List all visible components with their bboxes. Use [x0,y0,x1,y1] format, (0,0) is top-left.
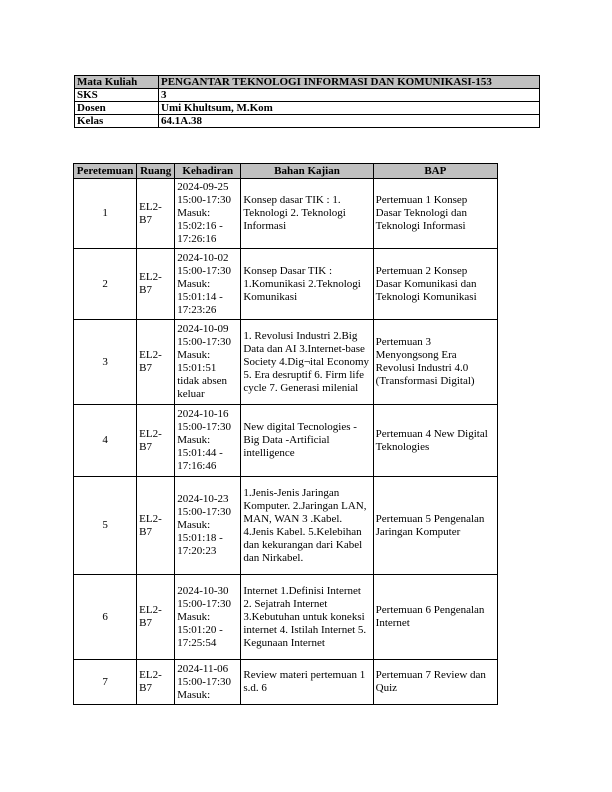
attendance-line: 2024-09-25 [177,181,229,193]
table-row [74,660,498,705]
bap: Pertemuan 6 Pengenalan Internet [373,575,497,660]
room: EL2-B7 [137,320,175,405]
meeting-number: 5 [74,477,137,575]
material: New digital Tecnologies - Big Data -Artificial intelligence [241,405,373,477]
attendance-line: 15:00-17:30 [177,264,231,277]
material: 1. Revolusi Industri 2.Big Data dan AI 3.Internet-base Society 4.Dig¬ital Economy 5. Era desruptif 6. Firm life cycle 7. Generasi milenial [241,320,373,405]
table-row [74,249,498,320]
attendance-line: 2024-10-02 [177,251,229,264]
info-label: Dosen [75,102,159,115]
info-value: 3 [159,89,540,102]
attendance-line: 15:00-17:30 [177,421,231,433]
course-info-table [74,75,540,128]
attendance-line: tidak absen [177,375,228,387]
table-row [74,320,498,405]
attendance [175,320,241,405]
attendance-line: 2024-10-09 [177,323,229,335]
meeting-number: 6 [74,575,137,660]
attendance-line: 15:01:51 [177,362,217,374]
attendance-line: 2024-10-16 [177,408,229,420]
info-value: 64.1A.38 [159,115,540,128]
material: Review materi pertemuan 1 s.d. 6 [241,660,373,705]
info-label: Mata Kuliah [75,76,159,89]
info-row-sks [75,89,540,102]
meeting-number: 4 [74,405,137,477]
header-room: Ruang [137,164,175,179]
schedule-table [73,163,498,705]
info-value: Umi Khultsum, M.Kom [159,102,540,115]
attendance-line: Masuk: [177,434,211,446]
attendance-line: Masuk: [177,207,211,219]
attendance-line: 17:26:16 [177,233,217,245]
table-row [74,477,498,575]
attendance [175,477,241,575]
attendance-line: 15:01:14 - [177,290,223,303]
table-row [74,179,498,249]
info-label: Kelas [75,115,159,128]
attendance-line: 2024-10-23 [177,493,229,505]
room: EL2-B7 [137,405,175,477]
material: 1.Jenis-Jenis Jaringan Komputer. 2.Jaringan LAN, MAN, WAN 3 .Kabel. 4.Jenis Kabel. 5.Kelebihan dan kekurangan dari Kabel dan Nirkabel. [241,477,373,575]
bap: Pertemuan 7 Review dan Quiz [373,660,497,705]
header-bap: BAP [373,164,497,179]
attendance [175,575,241,660]
meeting-number: 7 [74,660,137,705]
attendance-line: 15:01:44 - [177,447,223,459]
meeting-number: 2 [74,249,137,320]
attendance-line: Masuk: [177,349,211,361]
attendance-line: 2024-11-06 [177,662,229,675]
material: Konsep Dasar TIK : 1.Komunikasi 2.Teknologi Komunikasi [241,249,373,320]
info-value: PENGANTAR TEKNOLOGI INFORMASI DAN KOMUNIKASI-153 [159,76,540,89]
info-label: SKS [75,89,159,102]
bap: Pertemuan 5 Pengenalan Jaringan Komputer [373,477,497,575]
attendance-line: 17:25:54 [177,636,217,649]
attendance-line: 15:00-17:30 [177,194,231,206]
attendance-line: 2024-10-30 [177,584,229,597]
attendance-line: 15:01:18 - [177,532,223,544]
info-row-course [75,76,540,89]
header-meeting: Peretemuan [74,164,137,179]
bap: Pertemuan 3 Menyongsong Era Revolusi Industri 4.0 (Transformasi Digital) [373,320,497,405]
room: EL2-B7 [137,179,175,249]
attendance [175,660,241,705]
attendance-line: 15:02:16 - [177,220,223,232]
room: EL2-B7 [137,575,175,660]
attendance-line: Masuk: [177,519,211,531]
table-row [74,575,498,660]
attendance-line: 15:00-17:30 [177,506,231,518]
meeting-number: 1 [74,179,137,249]
header-attendance: Kehadiran [175,164,241,179]
schedule-header-row [74,164,498,179]
attendance-line: 15:01:20 - [177,623,223,636]
info-row-class [75,115,540,128]
attendance-line: Masuk: [177,610,211,623]
meeting-number: 3 [74,320,137,405]
bap: Pertemuan 1 Konsep Dasar Teknologi dan Teknologi Informasi [373,179,497,249]
attendance-line: keluar [177,388,205,400]
material: Konsep dasar TIK : 1. Teknologi 2. Teknologi Informasi [241,179,373,249]
attendance-line: 17:23:26 [177,303,217,316]
attendance-line: 15:00-17:30 [177,675,231,688]
bap: Pertemuan 2 Konsep Dasar Komunikasi dan Teknologi Komunikasi [373,249,497,320]
material: Internet 1.Definisi Internet 2. Sejatrah Internet 3.Kebutuhan untuk koneksi internet 4. Istilah Internet 5. Kegunaan Internet [241,575,373,660]
attendance [175,249,241,320]
attendance [175,179,241,249]
header-material: Bahan Kajian [241,164,373,179]
room: EL2-B7 [137,660,175,705]
info-row-lecturer [75,102,540,115]
attendance-line: 15:00-17:30 [177,597,231,610]
room: EL2-B7 [137,249,175,320]
attendance [175,405,241,477]
attendance-line: Masuk: [177,277,211,290]
attendance-line: 17:16:46 [177,460,217,472]
table-row [74,405,498,477]
attendance-line: Masuk: [177,688,211,701]
bap: Pertemuan 4 New Digital Teknologies [373,405,497,477]
attendance-line: 17:20:23 [177,545,217,557]
attendance-line: 15:00-17:30 [177,336,231,348]
room: EL2-B7 [137,477,175,575]
